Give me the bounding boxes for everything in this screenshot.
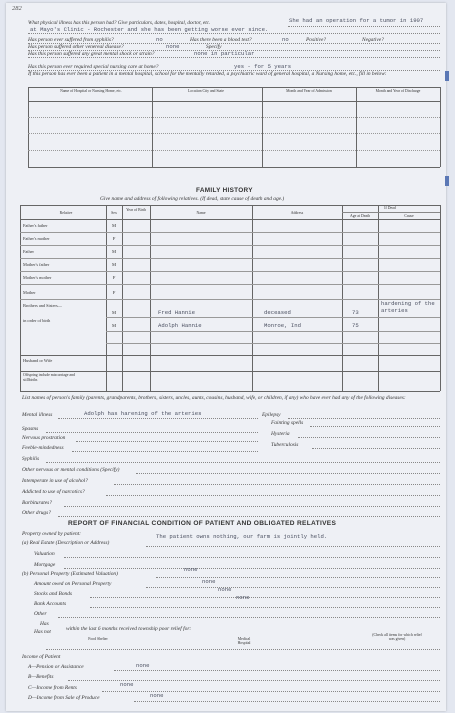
sex-header: Sex — [111, 211, 117, 215]
food-shelter-label: Food Shelter — [88, 637, 108, 641]
year-of-birth-header: Year of Birth — [126, 208, 146, 212]
relative-label: Mother's mother — [23, 275, 52, 280]
has-label: Has — [40, 621, 49, 627]
page-number: 282 — [12, 5, 22, 12]
other-nervous-label: Other nervous or mental conditions (Specify) — [22, 467, 120, 473]
venereal-value: none — [166, 43, 180, 50]
sex-value: M — [111, 223, 117, 228]
negative-label: Negative? — [362, 37, 384, 43]
specify-label: Specify — [206, 44, 222, 50]
narcotics-label: Addicted to use of narcotics? — [22, 489, 85, 495]
physical-illness-value: She had an operation for a tumor in 1907 — [289, 17, 424, 24]
hospital-admission-header: Month and Year of Admission — [286, 89, 332, 93]
sex-value: F — [112, 290, 116, 295]
page-tab-marker — [445, 71, 449, 81]
husband-wife-label: Husband or Wife — [23, 358, 53, 363]
mortgage-label: Mortgage — [34, 562, 56, 568]
if-dead-header: If Dead — [384, 206, 396, 210]
medical-hospital-label: Medical Hospital — [237, 637, 251, 646]
blood-test-value: no — [282, 36, 289, 43]
sibling-address: deceased — [264, 309, 291, 316]
check-items-note: (Check all items for which relief was given) — [372, 633, 422, 642]
rents-income-label: C—Income from Rents — [28, 685, 77, 691]
family-history-title: FAMILY HISTORY — [196, 187, 253, 194]
tuberculosis-label: Tuberculosis — [271, 442, 299, 448]
personal-property-value: none — [184, 566, 198, 573]
mental-hospital-instructions: If this person has ever been a patient in a mental hospital, school for the mentally retarded, a psychiatric ward of general hospital, a Nursing home, etc., fill in below: — [28, 71, 387, 77]
mental-shock-label: Has this person suffered any great mental shock or strain? — [28, 51, 155, 57]
syphilis-question-label: Has person ever suffered from syphilis? — [28, 37, 114, 43]
epilepsy-label: Epilepsy — [262, 412, 281, 418]
syphilis-family-label: Syphilis — [22, 456, 40, 462]
mental-shock-value: none in particular — [194, 50, 255, 57]
relief-label: within the last 6 months received township poor relief for: — [66, 626, 192, 632]
fainting-spells-label: Fainting spells — [271, 420, 304, 426]
special-nursing-value: yes - for 5 years — [234, 63, 292, 70]
cause-header: Cause — [404, 214, 414, 218]
barbiturates-label: Barbiturates? — [22, 500, 52, 506]
stocks-bonds-value: none — [218, 586, 232, 593]
financial-report-title: REPORT OF FINANCIAL CONDITION OF PATIENT AND OBLIGATED RELATIVES — [68, 520, 337, 527]
property-owned-label: Property owned by patient: — [22, 531, 81, 537]
bank-accounts-value: none — [236, 594, 250, 601]
sibling-address: Monroe, Ind — [264, 322, 301, 329]
physical-illness-label: What physical illness has this person had? Give particulars, dates, hospital, doctor, etc. — [28, 20, 211, 26]
rents-income-value: none — [120, 681, 134, 688]
sex-value: M — [111, 249, 117, 254]
produce-income-value: none — [150, 692, 164, 699]
pension-value: none — [136, 662, 150, 669]
name-header: Name — [196, 211, 206, 215]
mental-illness-value: Adolph has harening of the arteries — [84, 410, 202, 417]
valuation-label: Valuation — [34, 551, 55, 557]
hysteria-label: Hysteria — [271, 431, 290, 437]
sibling-name: Fred Hannie — [158, 309, 195, 316]
produce-income-label: D—Income from Sale of Produce — [28, 695, 100, 701]
income-of-patient-label: Income of Patient — [22, 654, 61, 660]
amount-owed-value: none — [202, 578, 216, 585]
family-history-subtitle: Give name and address of following relatives. (If dead, state cause of death and age.) — [100, 196, 285, 202]
sibling-age-at-death: 73 — [352, 309, 359, 316]
venereal-label: Has person suffered other venereal disease? — [28, 44, 124, 50]
personal-property-label: (b) Personal Property (Estimated Valuation) — [22, 571, 118, 577]
feeble-mindedness-label: Feeble-mindedness — [22, 445, 64, 451]
mental-illness-label: Mental illness — [22, 412, 53, 418]
relative-label: Mother — [23, 290, 36, 295]
address-header: Address — [290, 211, 304, 215]
syphilis-question-value: no — [156, 36, 163, 43]
sex-value: M — [111, 310, 117, 315]
relative-label: Father's father — [23, 223, 48, 228]
relative-label: in order of birth — [23, 318, 51, 323]
sibling-cause-of-death: hardening of the arteries — [381, 300, 435, 314]
amount-owed-label: Amount owed on Personal Property — [34, 581, 112, 587]
other-property-label: Other — [34, 611, 47, 617]
real-estate-value: The patient owns nothing, our farm is jointly held. — [156, 533, 328, 540]
stocks-bonds-label: Stocks and Bonds — [34, 591, 73, 597]
has-not-label: Has not — [34, 629, 51, 635]
sex-value: M — [111, 323, 117, 328]
spasms-label: Spasms — [22, 426, 39, 432]
sex-value: M — [111, 262, 117, 267]
bank-accounts-label: Bank Accounts — [34, 601, 67, 607]
sibling-name: Adolph Hannie — [158, 322, 202, 329]
other-drugs-label: Other drugs? — [22, 510, 51, 516]
relative-label: Mother's father — [23, 262, 50, 267]
sibling-age-at-death: 75 — [352, 322, 359, 329]
form-page — [6, 3, 446, 711]
special-nursing-label: Has this person ever required special nursing care at home? — [28, 64, 159, 70]
offspring-label: Offspring include miscarriage and stillbirths — [23, 373, 75, 382]
relative-label: Brothers and Sisters— — [23, 303, 62, 308]
hospital-name-header: Name of Hospital or Nursing Home, etc. — [60, 89, 122, 93]
hospital-discharge-header: Month and Year of Discharge — [375, 89, 421, 93]
benefits-label: B—Benefits — [28, 674, 54, 680]
physical-illness-continued: at Mayo's Clinic - Rochester and she has been getting worse ever since. — [30, 26, 269, 33]
sex-value: F — [112, 236, 116, 241]
intemperate-label: Intemperate in use of alcohol? — [22, 478, 88, 484]
positive-label: Positive? — [306, 37, 327, 43]
relative-label: Father's mother — [23, 236, 50, 241]
hospital-location-header: Location City and State — [188, 89, 224, 93]
diseases-intro: List names of person's family (parents, grandparents, brothers, sisters, uncles, aunts, cousins, husband, wife, or children, if any) who have ever had any of the following diseases: — [22, 395, 406, 401]
relative-label: Father — [23, 249, 34, 254]
pension-label: A—Pension or Assistance — [28, 664, 84, 670]
age-at-death-header: Age at Death — [349, 214, 371, 218]
real-estate-label: (a) Real Estate (Description or Address) — [22, 540, 110, 546]
blood-test-label: Has there been a blood test? — [190, 37, 252, 43]
page-tab-marker — [445, 176, 449, 186]
relative-header: Relative — [59, 211, 73, 215]
nervous-prostration-label: Nervous prostration — [22, 435, 66, 441]
sex-value: F — [112, 275, 116, 280]
